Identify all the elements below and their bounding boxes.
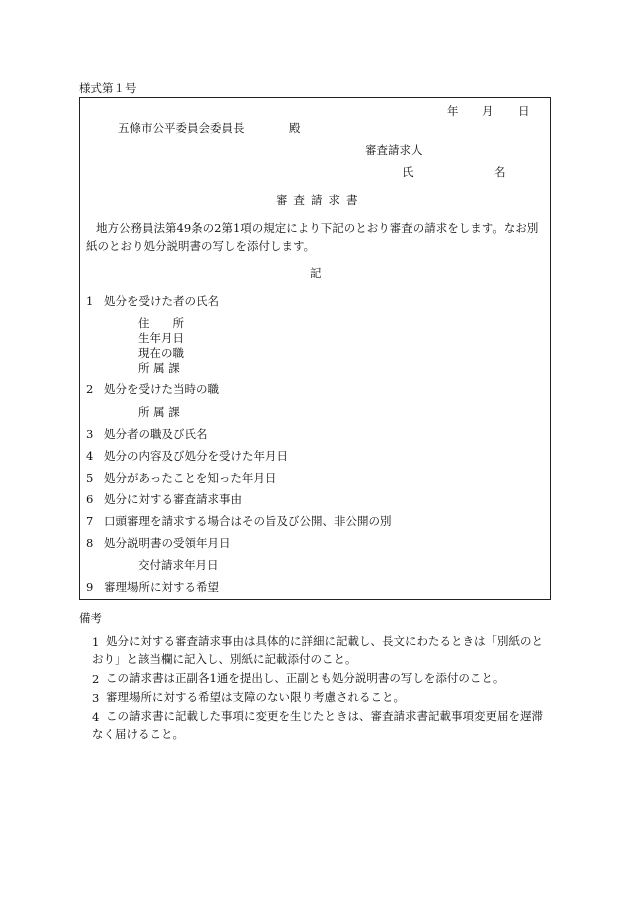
item-text: 処分者の職及び氏名 [104,427,208,441]
note-text: この請求書は正副各1通を提出し、正副とも処分説明書の写しを添付のこと。 [106,671,505,685]
document-title: 審査請求書 [276,193,364,207]
item1-current-job-label: 現在の職 [138,346,184,360]
item-text: 処分の内容及び処分を受けた年月日 [104,449,288,463]
item-number: 2 [86,382,94,396]
requester-label: 審査請求人 [365,143,423,157]
date-day-label: 日 [518,104,530,118]
note-text: 審理場所に対する希望は支障のない限り考慮されること。 [106,690,405,704]
item-number: 1 [86,294,94,308]
item-number: 4 [86,449,94,463]
item-number: 7 [86,514,94,528]
name-label-first: 氏 [402,165,414,179]
item1-address-label: 住 所 [138,316,184,330]
intro-paragraph: 地方公務員法第49条の2第1項の規定により下記のとおり審査の請求をします。なお別紙のとおり処分説明書の写しを添付します。 [86,221,539,253]
note-text: 処分に対する審査請求事由は具体的に詳細に記載し、長文にわたるときは「別紙のとおり」と該当欄に記入し、別紙に記載添付のこと。 [92,634,543,666]
note-text: この請求書に記載した事項に変更を生じたときは、審査請求書記載事項変更届を遅滞なく届けること。 [92,709,543,741]
note-number: 2 [92,672,100,686]
date-month-label: 月 [482,104,494,118]
name-label-second: 名 [494,165,506,179]
item-text: 処分説明書の受領年月日 [104,536,231,550]
ki-heading: 記 [310,266,322,280]
note-number: 4 [92,710,100,724]
item1-birthdate-label: 生年月日 [138,331,184,345]
item-number: 6 [86,492,94,506]
item-number: 3 [86,427,94,441]
notes-heading: 備考 [79,611,102,625]
item-text: 処分に対する審査請求事由 [104,492,242,506]
item-text: 審理場所に対する希望 [104,580,219,594]
addressee: 五條市公平委員会委員長 [118,121,245,135]
note-number: 3 [92,691,100,705]
item-number: 9 [86,580,94,594]
form-label: 様式第１号 [79,81,137,95]
item-text: 処分があったことを知った年月日 [104,471,277,485]
item1-affiliation-label: 所 属 課 [138,361,180,375]
item2-affiliation-label: 所 属 課 [138,405,180,419]
item-text: 処分を受けた当時の職 [104,382,219,396]
note-number: 1 [92,635,100,649]
item-text: 口頭審理を請求する場合はその旨及び公開、非公開の別 [104,514,392,528]
item-text: 処分を受けた者の氏名 [104,294,219,308]
item-number: 5 [86,471,94,485]
item-number: 8 [86,536,94,550]
item8-delivery-label: 交付請求年月日 [138,558,219,572]
addressee-honorific: 殿 [289,121,301,135]
date-year-label: 年 [447,104,459,118]
